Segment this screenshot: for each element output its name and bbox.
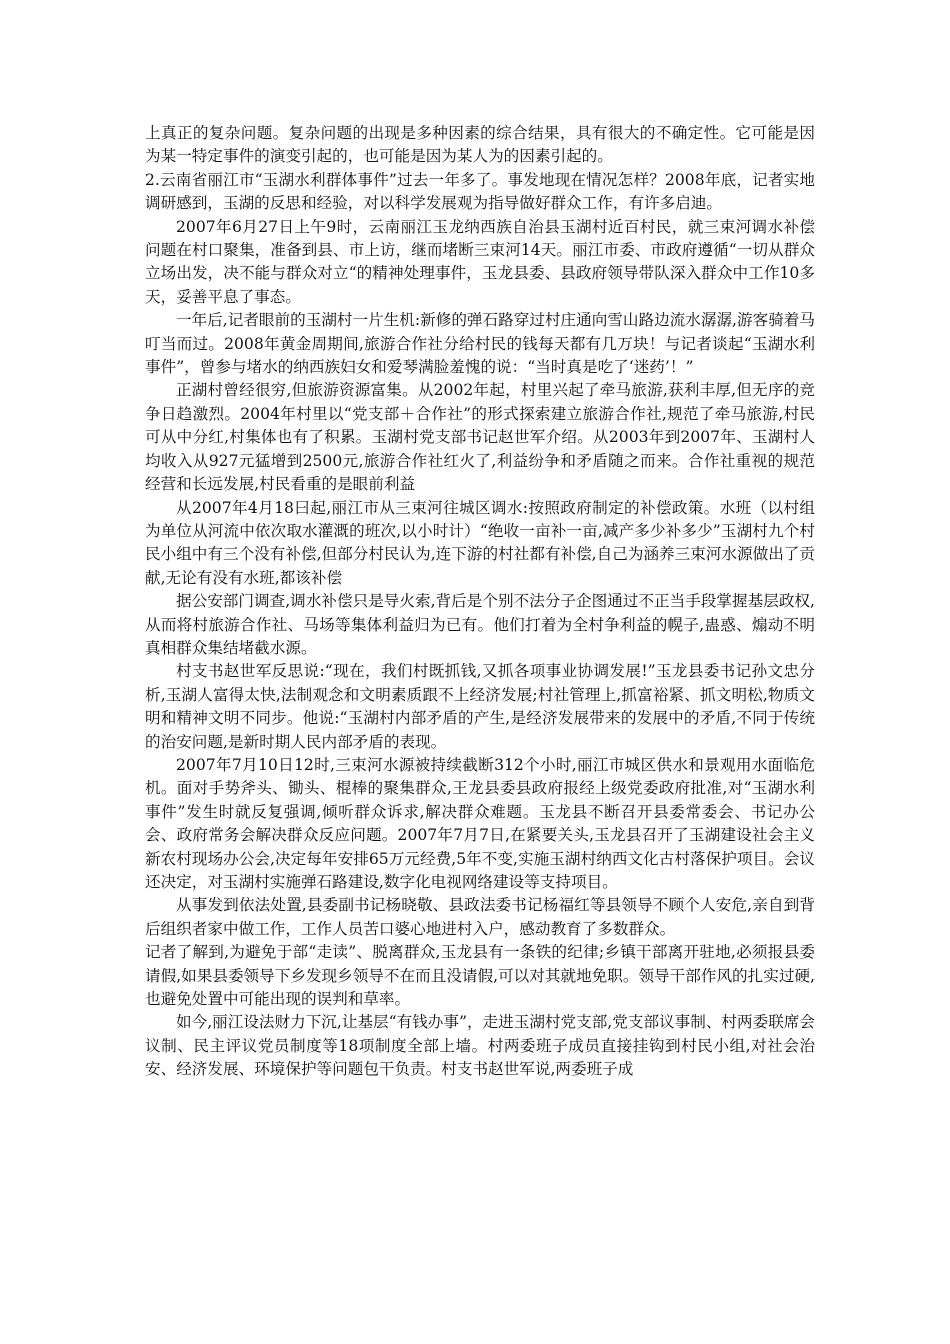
paragraph: 2007年7月10日12时,三束河水源被持续截断312个小时,丽江市城区供水和景观用水面临危机。面对手势斧头、锄头、棍棒的聚集群众,王龙县委县政府报经上级党委政府批准,对“玉湖水利事件”发生时就反复强调,倾听群众诉求,解决群众难题。玉龙县不断召开县委常委会、书记办公会、政府常务会解决群众反应问题。2007年7月7日,在紧要关头,玉龙县召开了玉湖建设社会主义新农村现场办公会,决定每年安排65万元经费,5年不变,实施玉湖村纳西文化古村落保护项目。会议还决定，对玉湖村实施弹石路建设,数字化电视网络建设等支持项目。 — [145, 755, 815, 891]
paragraph: 正湖村曾经很穷,但旅游资源富集。从2002年起，村里兴起了牵马旅游,获利丰厚,但无序的竞争日趋激烈。2004年村里以“党支部＋合作社”的形式探索建立旅游合作社,规范了牵马旅游,村民可从中分红,村集体也有了积累。玉湖村党支部书记赵世军介绍。从2003年到2007年、玉湖村人均收入从927元猛增到2500元,旅游合作社红火了,利益纷争和矛盾随之而来。合作社重视的规范经营和长远发展,村民看重的是眼前利益 — [145, 381, 815, 494]
paragraph: 从2007年4月18曰起,丽江市从三束河往城区调水:按照政府制定的补偿政策。水班（以村组为单位从河流中依次取水灌溉的班次,以小时计）“绝收一亩补一亩,减产多少补多少”玉湖村九个村民小组中有三个没有补偿,但部分村民认为,连下游的村社都有补偿,自己为涵养三束河水源做出了贡献,无论有没有水班,都该补偿 — [145, 498, 815, 587]
paragraph: 上真正的复杂问题。复杂问题的出现是多种因素的综合结果，具有很大的不确定性。它可能是因为某一特定事件的演变引起的，也可能是因为某人为的因素引起的。 — [145, 124, 815, 166]
paragraph: 2.云南省丽江市“玉湖水利群体事件”过去一年多了。事发地现在情况怎样？2008年底，记者实地调研感到，玉湖的反思和经验，对以科学发展观为指导做好群众工作，有许多启迪。 — [145, 170, 815, 213]
paragraph: 村支书赵世军反思说:“现在，我们村既抓钱,又抓各项事业协调发展!”玉龙县委书记孙文忠分析,玉湖人富得太快,法制观念和文明素质跟不上经济发展;村社管理上,抓富裕紧、抓文明松,物质文明和精神文明不同步。他说:“玉湖村内部矛盾的产生,是经济发展带来的发展中的矛盾,不同于传统的治安问题,是新时期人民内部矛盾的表现。 — [145, 662, 815, 751]
paragraph: 2007年6月27日上午9时，云南丽江玉龙纳西族自治县玉湖村近百村民，就三束河调水补偿问题在村口聚集，准备到县、市上访，继而堵断三束河14天。丽江市委、市政府遵循“一切从群众立场出发，决不能与群众对立“的精神处理事件，玉龙县委、县政府领导带队深入群众中工作10多天，妥善平息了事态。 — [145, 217, 815, 306]
paragraph: 如今,丽江设法财力下沉,让基层“有钱办事”，走进玉湖村党支部,党支部议事制、村两委联席会议制、民主评议党员制度等18项制度全部上墙。村两委班子成员直接挂钩到村民小组,对社会治安、经济发展、环境保护等问题包干负责。村支书赵世军说,两委班子成 — [145, 1013, 815, 1079]
paragraph: 据公安部门调查,调水补偿只是导火索,背后是个别不法分子企图通过不正当手段掌握基层政权,从而将村旅游合作社、马场等集体利益归为已有。他们打着为全村争利益的幌子,蛊惑、煽动不明真相群众集结堵截水源。 — [145, 592, 815, 657]
paragraph: 从事发到依法处置,县委副书记杨晓敬、县政法委书记杨福红等县领导不顾个人安危,亲自到背后组织者家中做工作，工作人员苦口婆心地进村入户，感动教育了多数群众。 — [145, 896, 815, 938]
document-page — [145, 122, 815, 1082]
paragraph: 一年后,记者眼前的玉湖村一片生机:新修的弹石路穿过村庄通向雪山路边流水潺潺,游客骑着马叮当而过。2008年黄金周期间,旅游合作社分给村民的钱每天都有几万块！与记者谈起“玉湖水利事件”，曾参与堵水的纳西族妇女和爱琴满脸羞愧的说：“当时真是吃了‘迷药’！” — [145, 311, 815, 377]
paragraph: 记者了解到,为避免于部“走读”、脱离群众,玉龙县有一条铁的纪律;乡镇干部离开驻地,必须报县委请假,如果县委领导下乡发现乡领导不在而且没请假,可以对其就地免职。领导干部作风的扎实过硬,也避免处置中可能出现的误判和草率。 — [145, 943, 815, 1009]
